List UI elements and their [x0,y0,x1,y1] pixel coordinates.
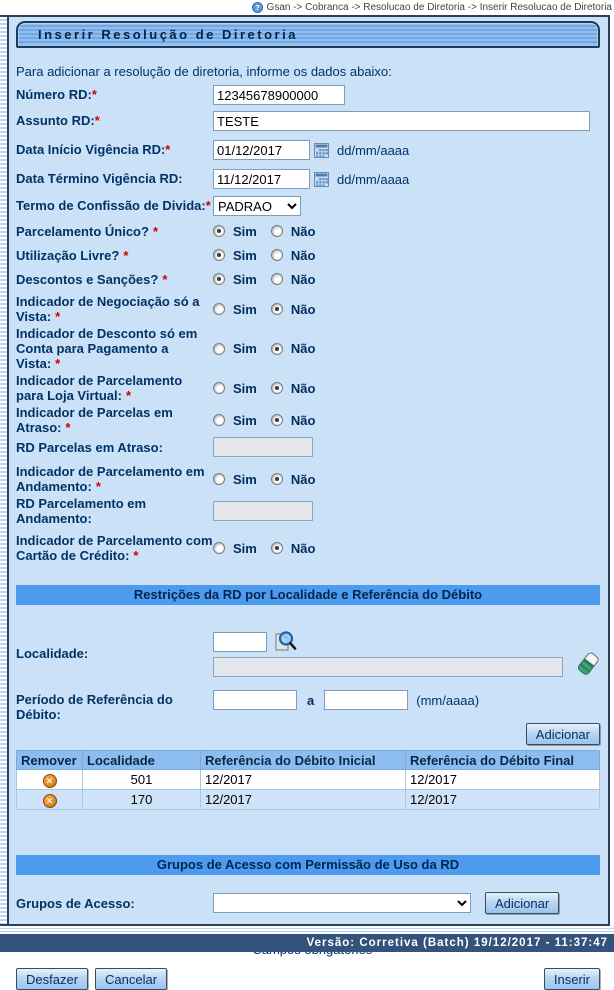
termo-confissao-select[interactable] [213,196,301,216]
cell-ref-inicial: 12/2017 [201,790,406,810]
radio-nao[interactable] [271,542,283,554]
form-row-parcelamento-cartao: Indicador de Parcelamento com Cartão de Crédito: * Sim Não [16,533,316,563]
column-header-ref-inicial: Referência do Débito Inicial [201,751,406,770]
data-inicio-input[interactable] [213,140,310,160]
table-row [17,770,600,790]
remove-x-icon[interactable] [43,794,57,808]
form-row-termo-confissao [16,196,600,216]
radio-nao[interactable] [271,382,283,394]
adicionar-restricao-button[interactable]: Adicionar [526,723,600,745]
radio-nao[interactable] [271,343,283,355]
eraser-icon[interactable] [577,652,600,677]
instruction-text: Para adicionar a resolução de diretoria, informe os dados abaixo: [16,64,392,79]
field-label: Termo de Confissão de Divida:* [16,198,211,213]
form-row-localidade [16,629,600,677]
svg-text:?: ? [254,3,260,13]
radio-nao[interactable] [271,273,283,285]
radio-sim[interactable] [213,249,225,261]
field-label: Indicador de Parcelas em Atraso: * [16,405,173,435]
cell-localidade: 170 [83,790,201,810]
radio-sim[interactable] [213,273,225,285]
localidade-descricao-input [213,657,563,677]
radio-nao[interactable] [271,225,283,237]
field-label: Parcelamento Único? * [16,223,158,239]
periodo-inicio-input[interactable] [213,690,297,710]
section-title-restricoes: Restrições da RD por Localidade e Referência do Débito [16,585,600,605]
form-row-numero-rd [16,85,600,105]
action-buttons-row [16,968,600,990]
breadcrumb-bar [0,0,614,15]
field-label: Utilização Livre? * [16,247,129,263]
form-row-utilizacao-livre: Utilização Livre? * Sim Não [16,247,316,263]
table-header-row [17,751,600,770]
column-header-ref-final: Referência do Débito Final [406,751,600,770]
form-row-periodo-referencia [16,690,600,722]
field-label: Assunto RD:* [16,113,100,128]
field-label: Número RD:* [16,87,97,102]
data-termino-input[interactable] [213,169,310,189]
version-footer: Versão: Corretiva (Batch) 19/12/2017 - 11:37:47 [0,934,614,952]
form-row-negociacao-vista: Indicador de Negociação só a Vista: * Sim Não [16,294,316,324]
radio-sim[interactable] [213,343,225,355]
column-header-remover: Remover [17,751,83,770]
localidade-code-input[interactable] [213,632,267,652]
form-row-rd-parcelamento-andamento [16,496,600,526]
desfazer-button[interactable]: Desfazer [16,968,88,990]
numero-rd-input[interactable] [213,85,345,105]
field-label: Indicador de Parcelamento para Loja Virtual: * [16,373,183,403]
date-format-hint: dd/mm/aaaa [337,142,410,158]
radio-sim[interactable] [213,382,225,394]
periodo-format-hint: (mm/aaaa) [416,692,480,708]
field-label: Período de Referência do Débito: [16,692,173,722]
cell-ref-final: 12/2017 [406,770,600,790]
field-label: RD Parcelas em Atraso: [16,439,163,455]
field-label: Descontos e Sanções? * [16,271,168,287]
page-title: Inserir Resolução de Diretoria [16,21,600,48]
form-row-descontos-sancoes: Descontos e Sanções? * Sim Não [16,271,316,287]
field-label: Grupos de Acesso: [16,895,135,911]
restricoes-table [16,750,600,810]
radio-sim[interactable] [213,225,225,237]
cell-ref-final: 12/2017 [406,790,600,810]
cell-ref-inicial: 12/2017 [201,770,406,790]
field-label: Localidade: [16,645,89,661]
section-title-grupos-acesso: Grupos de Acesso com Permissão de Uso da RD [16,855,600,875]
radio-nao[interactable] [271,249,283,261]
form-row-grupos-acesso [16,892,600,914]
form-row-data-termino [16,169,600,189]
calendar-icon[interactable] [314,143,329,158]
radio-nao[interactable] [271,303,283,315]
field-label: Indicador de Desconto só em Conta para Pagamento a Vista: * [16,326,198,371]
radio-nao[interactable] [271,414,283,426]
form-row-rd-parcelas-atraso [16,437,600,457]
footer-gap-stripes [0,926,614,934]
field-label: Indicador de Parcelamento em Andamento: * [16,464,205,494]
form-row-parcelamento-unico: Parcelamento Único? * Sim Não [16,223,316,239]
radio-nao[interactable] [271,473,283,485]
radio-sim[interactable] [213,303,225,315]
help-icon[interactable] [252,2,263,13]
inserir-button[interactable]: Inserir [544,968,600,990]
periodo-separator: a [307,692,315,708]
field-label: Indicador de Parcelamento com Cartão de Crédito: * [16,533,213,563]
field-label: RD Parcelamento em Andamento: [16,496,147,526]
left-decorative-stripe [0,17,9,924]
assunto-rd-input[interactable] [213,111,590,131]
periodo-fim-input[interactable] [324,690,408,710]
field-label: Data Término Vigência RD: [16,171,183,186]
form-row-parcelamento-loja-virtual: Indicador de Parcelamento para Loja Virtual: * Sim Não [16,373,316,403]
radio-sim[interactable] [213,414,225,426]
column-header-localidade: Localidade [83,751,201,770]
cell-localidade: 501 [83,770,201,790]
rd-parcelamento-andamento-input [213,501,313,521]
radio-sim[interactable] [213,473,225,485]
form-row-parcelamento-andamento: Indicador de Parcelamento em Andamento: * Sim Não [16,464,316,494]
form-row-assunto-rd [16,111,600,131]
field-label: Data Início Vigência RD:* [16,142,171,157]
grupos-acesso-select[interactable] [213,893,471,913]
field-label: Indicador de Negociação só a Vista: * [16,294,200,324]
rd-parcelas-atraso-input [213,437,313,457]
form-row-parcelas-atraso: Indicador de Parcelas em Atraso: * Sim Não [16,405,316,435]
breadcrumb: Gsan -> Cobranca -> Resolucao de Diretoria -> Inserir Resolucao de Diretoria [266,2,612,13]
remove-x-icon[interactable] [43,774,57,788]
adicionar-grupo-button[interactable]: Adicionar [485,892,559,914]
date-format-hint: dd/mm/aaaa [337,171,410,187]
search-icon[interactable] [272,629,297,654]
form-row-desconto-conta-vista: Indicador de Desconto só em Conta para Pagamento a Vista: * Sim Não [16,326,316,371]
radio-sim[interactable] [213,542,225,554]
cancelar-button[interactable]: Cancelar [95,968,167,990]
form-row-data-inicio [16,140,600,160]
table-row [17,790,600,810]
calendar-icon[interactable] [314,172,329,187]
